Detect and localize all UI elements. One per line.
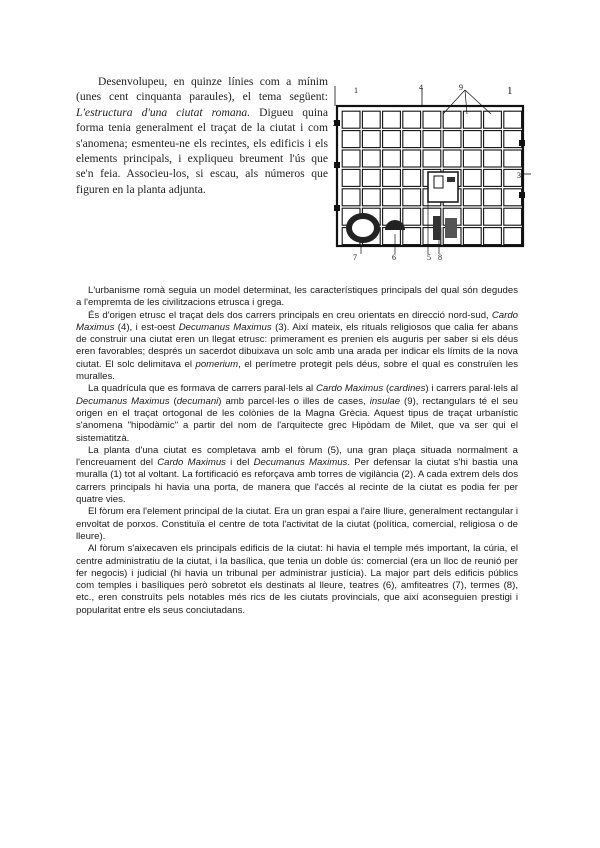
insula bbox=[383, 150, 401, 167]
insula bbox=[463, 169, 481, 186]
text-span: Al fòrum s'aixecaven els principals edificis de la ciutat: hi havia el temple més important, la cúria, el centre administratiu de la ciutat, i la basílica, que tenia un doble ús: comercial (era un lloc de reunió per fer negocis) i judicial (hi havia un tribunal per administrar justícia). La major part dels edificis públics com temples i basíliques però sobretot els destinats al lleure, teatres (6), amfiteatres (7), termes (8), etc., eren construïts pels notables més rics de les ciutats provincials, que així aconseguien prestigi i popularitat entre els seus conciutadans. bbox=[76, 543, 518, 616]
insula bbox=[463, 208, 481, 225]
label-4: 4 bbox=[419, 83, 423, 92]
baths bbox=[433, 216, 441, 240]
insula bbox=[504, 150, 522, 167]
insula bbox=[443, 150, 461, 167]
insula bbox=[463, 111, 481, 128]
label-1: 1 bbox=[354, 86, 358, 95]
plan-drawing bbox=[335, 80, 525, 265]
label-3: 3 bbox=[517, 171, 521, 180]
insula bbox=[383, 189, 401, 206]
insula bbox=[443, 111, 461, 128]
temple bbox=[434, 176, 443, 188]
exercise-intro: Desenvolupeu, en quinze línies com a mínim (unes cent cinquanta paraules), el tema següent: bbox=[76, 75, 328, 104]
insula bbox=[383, 131, 401, 148]
latin-term: pomerium bbox=[195, 358, 239, 370]
insula bbox=[484, 228, 502, 245]
insula bbox=[484, 189, 502, 206]
text-span: (9), rectangulars té el seu origen en el traçat ortogonal de les colònies de la Magna Grècia. Aquest tipus de traçat urbanístic s'anomena "hipodàmic" a partir del nom de l'arquitecte grec Hipòdam de Milet, que va ser qui el sistematitzà. bbox=[76, 395, 518, 444]
insula bbox=[362, 169, 380, 186]
insula bbox=[403, 111, 421, 128]
figure-number: 1 bbox=[507, 85, 513, 97]
text-span: La quadrícula que es formava de carrers paral·lels al bbox=[88, 383, 316, 395]
text-span: L'urbanisme romà seguia un model determinat, les característiques principals del qual són degudes a l'empremta de les civilitzacions etrusca i grega. bbox=[76, 285, 518, 309]
insula bbox=[403, 228, 421, 245]
latin-term: Decumanus Maximus bbox=[76, 395, 170, 407]
insula bbox=[484, 208, 502, 225]
insula bbox=[362, 189, 380, 206]
watch-tower bbox=[519, 192, 525, 198]
text-span: És d'origen etrusc el traçat dels dos carrers principals en creu orientats en direcció nord-sud, bbox=[88, 309, 492, 321]
basilica bbox=[447, 177, 455, 182]
text-span: El fòrum era l'element principal de la ciutat. Era un gran espai a l'aire lliure, generalment rectangular i envoltat de porxos. Constituïa el centre de tota l'activitat de la ciutat (política, comercial, religiosa o de lleure). bbox=[76, 506, 518, 542]
insula bbox=[504, 208, 522, 225]
amphitheatre-arena bbox=[352, 219, 374, 237]
insula bbox=[484, 111, 502, 128]
paragraph bbox=[76, 445, 518, 506]
insula bbox=[484, 150, 502, 167]
answer-text bbox=[76, 285, 518, 617]
latin-term: decumani bbox=[176, 395, 219, 407]
text-span: ( bbox=[383, 383, 390, 395]
insula bbox=[403, 150, 421, 167]
text-span: ) amb parcel·les o illes de cases, bbox=[218, 395, 370, 407]
insula bbox=[504, 189, 522, 206]
insula bbox=[484, 169, 502, 186]
exercise-topic: L'estructura d'una ciutat romana. bbox=[76, 105, 251, 119]
insula bbox=[403, 131, 421, 148]
text-span: (4), i est-oest bbox=[114, 321, 179, 333]
insula bbox=[463, 189, 481, 206]
latin-term: Decumanus Maximus bbox=[253, 457, 348, 469]
insula bbox=[423, 131, 441, 148]
paragraph bbox=[76, 310, 518, 384]
watch-tower bbox=[334, 162, 340, 168]
insula bbox=[383, 169, 401, 186]
insula bbox=[342, 189, 360, 206]
insula bbox=[342, 131, 360, 148]
insula bbox=[342, 169, 360, 186]
insula bbox=[423, 150, 441, 167]
insula bbox=[504, 111, 522, 128]
insula bbox=[342, 111, 360, 128]
insula bbox=[403, 189, 421, 206]
insula bbox=[342, 150, 360, 167]
label-8: 8 bbox=[438, 253, 442, 262]
insula bbox=[463, 228, 481, 245]
paragraph bbox=[76, 383, 518, 444]
text-span: (3). Així mateix, els rituals religiosos que calia fer abans de construir una ciutat eren un llegat etrusc: primerament es prenien els auguris per saber si els déus eren favorables; després un sacerdot dibuixava un solc amb una arada per indicar els límits de la nova ciutat. El solc delimitava el bbox=[76, 321, 518, 370]
insula bbox=[362, 150, 380, 167]
roman-city-plan bbox=[335, 80, 525, 265]
insula bbox=[362, 131, 380, 148]
label-7: 7 bbox=[353, 253, 357, 262]
watch-tower bbox=[334, 205, 340, 211]
exercise-instructions: Digueu quina forma tenia generalment el traçat de la ciutat i com s'anomena; esmenteu-ne els recintes, els edificis i els elements principals, i expliqueu breument l'ús que se'n feia. Associeu-los, si escau, als números que figuren en la planta adjunta. bbox=[76, 105, 328, 196]
latin-term: Decumanus Maximus bbox=[178, 321, 272, 333]
insula bbox=[383, 228, 401, 245]
latin-term: cardines bbox=[389, 383, 426, 395]
insula bbox=[463, 150, 481, 167]
insula bbox=[484, 131, 502, 148]
label-5: 5 bbox=[427, 253, 431, 262]
label-6: 6 bbox=[392, 253, 396, 262]
latin-term: Cardo Maximus bbox=[76, 309, 518, 333]
insula bbox=[403, 208, 421, 225]
insula bbox=[403, 169, 421, 186]
text-span: La planta d'una ciutat es completava amb el fòrum (5), una gran plaça situada normalment a l'encreuament del bbox=[76, 444, 518, 469]
insula bbox=[383, 111, 401, 128]
paragraph bbox=[76, 543, 518, 617]
label-9: 9 bbox=[459, 83, 463, 92]
text-span: i del bbox=[225, 457, 254, 469]
baths bbox=[445, 218, 457, 238]
insula bbox=[423, 111, 441, 128]
insula bbox=[443, 131, 461, 148]
text-span: . Per defensar la ciutat s'hi bastia una muralla (1) tot al voltant. La fortificació es reforçava amb torres de vigilància (2). A cada extrem dels dos carrers principals hi havia una porta, de manera que l'accés al recinte de la ciutat es podia fer per quatre vies. bbox=[76, 457, 518, 506]
paragraph bbox=[76, 285, 518, 310]
text-span: ( bbox=[169, 395, 177, 407]
insula bbox=[362, 111, 380, 128]
text-span: ) i carrers paral·lels al bbox=[425, 383, 518, 395]
latin-term: insulae bbox=[369, 395, 401, 407]
exercise-prompt bbox=[76, 74, 328, 197]
watch-tower bbox=[519, 140, 525, 146]
insula bbox=[504, 131, 522, 148]
latin-term: Cardo Maximus bbox=[157, 457, 226, 469]
latin-term: Cardo Maximus bbox=[315, 383, 384, 395]
text-span: , el perímetre protegit pels déus, sobre el qual es construïen les muralles. bbox=[76, 358, 518, 383]
insula bbox=[463, 131, 481, 148]
insula bbox=[504, 228, 522, 245]
label-2: 2 bbox=[333, 119, 337, 128]
paragraph bbox=[76, 506, 518, 543]
